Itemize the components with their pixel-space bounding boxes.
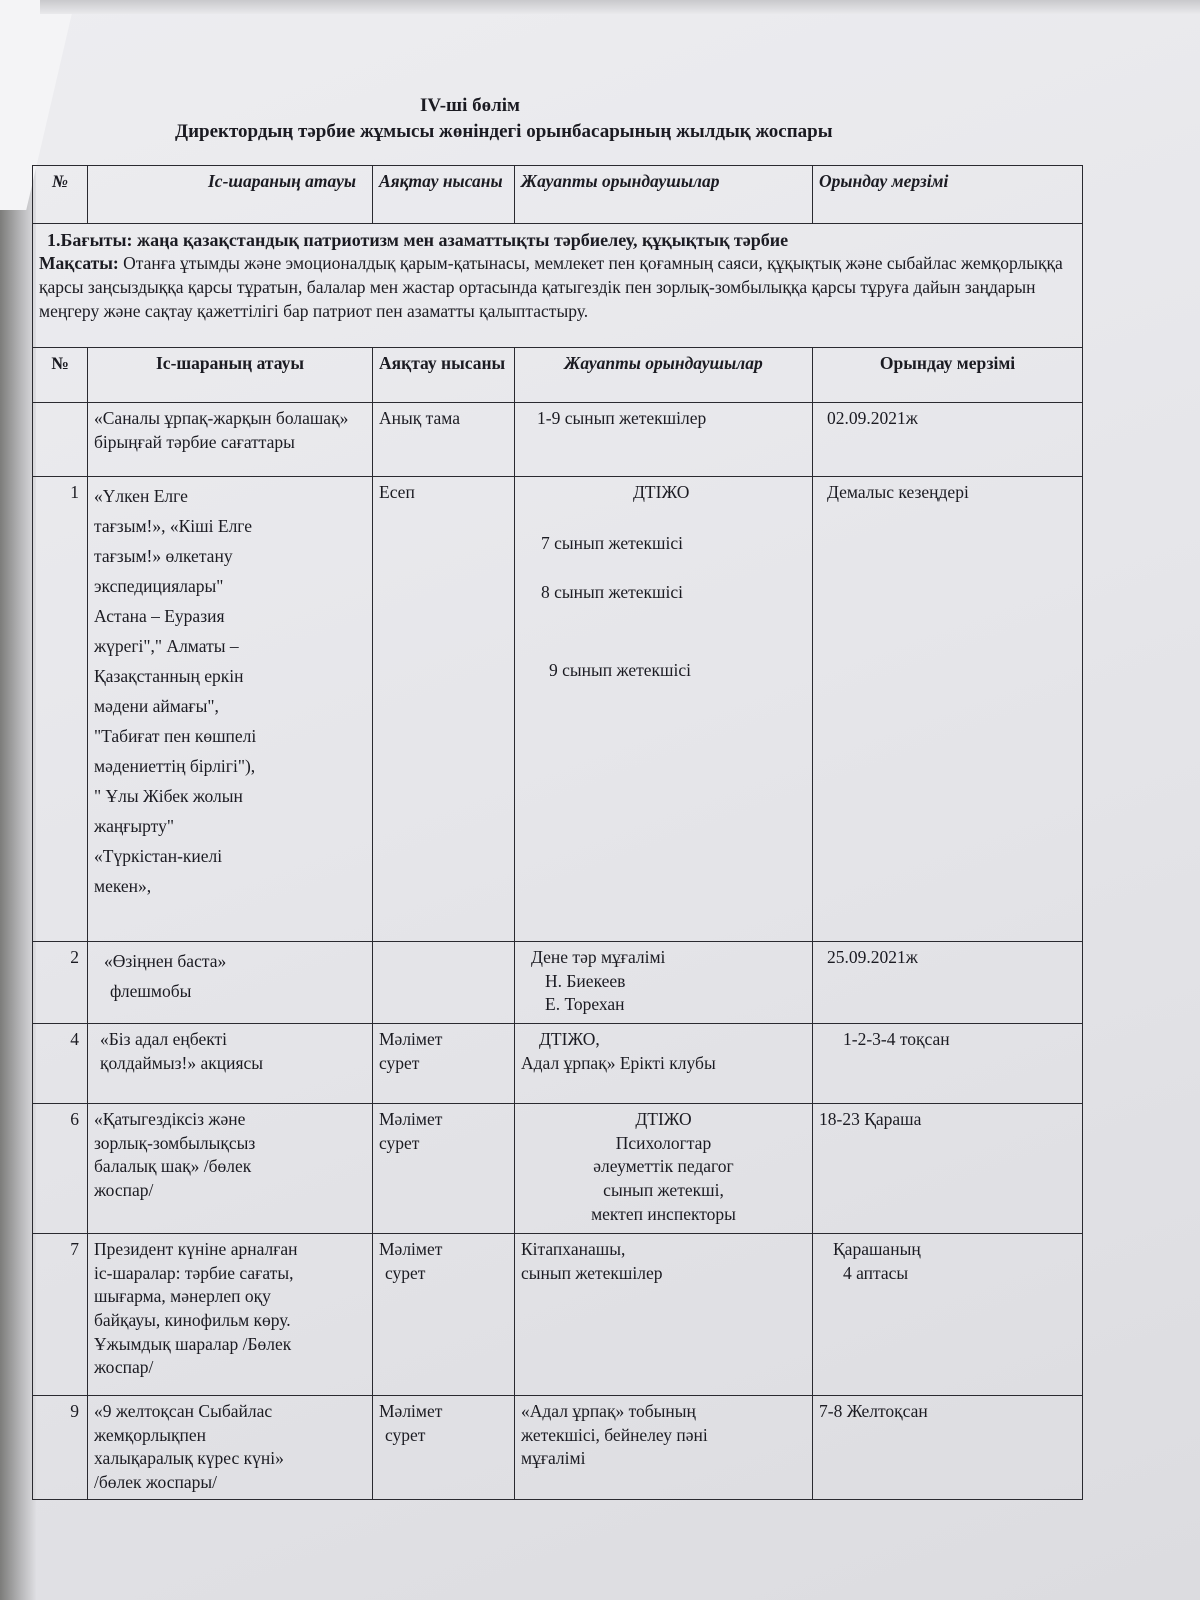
row-deadline: 18-23 Қараша xyxy=(813,1104,1083,1234)
event-line: жемқорлықпен xyxy=(94,1424,206,1445)
event-line: жоспар/ xyxy=(94,1179,154,1200)
table-row xyxy=(33,477,1083,942)
form-line: Мәлімет xyxy=(379,1401,443,1421)
event-line: зорлық-зомбылықсыз xyxy=(94,1132,256,1153)
event-line: мәдени аймағы", xyxy=(94,696,219,716)
goal-aim-text: Отанға ұтымды және эмоционалдық қарым-қатынасы, мемлекет пен қоғамның саяси, құқықтық және сыбайлас жемқорлыққа қарсы заңсыздыққа қарсы тұратын, балалар мен жастар ортасында қатыгездік пен зорлық-зомбылыққа қарсы тұруға дайын заңдарын меңгеру және сақтау қажеттілігі бар патриот пен азаматты қалыптастыру. xyxy=(39,253,1063,321)
row-responsible xyxy=(515,477,813,942)
resp-line: ДТІЖО xyxy=(635,1109,692,1129)
event-line: жүрегі"," Алматы – xyxy=(94,636,239,656)
event-line: қолдаймыз!» акциясы xyxy=(100,1052,264,1073)
row-event xyxy=(88,1234,373,1396)
resp-line: ДТІЖО xyxy=(633,482,690,502)
event-line: «Біз адал еңбекті xyxy=(100,1029,228,1049)
resp-line: мұғалімі xyxy=(521,1448,586,1469)
table-row xyxy=(33,403,1083,477)
resp-line: жетекшісі, бейнелеу пәні xyxy=(521,1424,708,1445)
event-line: «Үлкен Елге xyxy=(94,486,188,506)
event-line: "Табиғат пен көшпелі xyxy=(94,726,257,746)
row-event xyxy=(88,1024,373,1104)
form-line: сурет xyxy=(385,1262,426,1283)
resp-line: мектеп инспекторы xyxy=(591,1203,736,1224)
header2-form: Аяқтау нысаны xyxy=(373,348,515,403)
row-responsible xyxy=(515,1234,813,1396)
event-line: «Түркістан-киелі xyxy=(94,846,223,866)
goal-row xyxy=(33,224,1083,348)
form-line: сурет xyxy=(379,1132,420,1153)
row-form xyxy=(373,403,515,477)
header2-deadline: Орындау мерзімі xyxy=(813,348,1083,403)
resp-line: ДТІЖО, xyxy=(539,1029,600,1049)
table-row xyxy=(33,1396,1083,1500)
resp-line: 1-9 сынып жетекшілер xyxy=(537,408,707,428)
deadline-line: 4 аптасы xyxy=(843,1262,909,1283)
book-spine-shadow xyxy=(0,0,36,1600)
header2-responsible: Жауапты орындаушылар xyxy=(515,348,813,403)
row-event xyxy=(88,1104,373,1234)
row-form xyxy=(373,1104,515,1234)
form-line: Мәлімет xyxy=(379,1239,443,1259)
resp-line: Е. Торехан xyxy=(545,994,625,1015)
event-line: мекен», xyxy=(94,876,152,896)
event-line: экспедициялары" xyxy=(94,576,224,596)
row-num: 1 xyxy=(33,477,88,942)
row-form xyxy=(373,477,515,942)
page-top-edge xyxy=(40,0,1200,14)
event-line: халықаралық күрес күні» xyxy=(94,1448,284,1469)
event-line: Қазақстанның еркін xyxy=(94,666,244,686)
event-line: тағзым!», «Кіші Елге xyxy=(94,516,253,536)
row-deadline: Демалыс кезеңдері xyxy=(813,477,1083,942)
row-num: 9 xyxy=(33,1396,88,1500)
goal-cell xyxy=(33,224,1083,348)
row-event xyxy=(88,942,373,1024)
row-responsible xyxy=(515,942,813,1024)
resp-line: Н. Биекеев xyxy=(545,970,626,991)
table-row xyxy=(33,942,1083,1024)
resp-line: «Адал ұрпақ» тобының xyxy=(521,1401,696,1421)
document-title: Директордың тәрбие жұмысы жөніндегі орынбасарының жылдық жоспары xyxy=(175,121,833,142)
form-line: Есеп xyxy=(379,482,415,502)
event-line: «Өзіңнен баста» xyxy=(104,951,227,971)
resp-line: Дене тәр мұғалімі xyxy=(531,947,666,967)
resp-line: 9 сынып жетекшісі xyxy=(549,659,692,680)
resp-line: әлеуметтік педагог xyxy=(593,1156,734,1177)
resp-line: Кітапханашы, xyxy=(521,1239,626,1259)
row-form xyxy=(373,1234,515,1396)
row-form xyxy=(373,1396,515,1500)
event-line: жаңғырту" xyxy=(94,816,174,836)
row-form xyxy=(373,1024,515,1104)
goal-aim xyxy=(39,252,1076,323)
row-deadline: 7-8 Желтоқсан xyxy=(813,1396,1083,1500)
event-line: флешмобы xyxy=(110,981,192,1001)
row-num: 6 xyxy=(33,1104,88,1234)
row-deadline: 1-2-3-4 тоқсан xyxy=(813,1024,1083,1104)
table-row xyxy=(33,1024,1083,1104)
header-form: Аяқтау нысаны xyxy=(373,166,515,224)
section-label: IV-ші бөлім xyxy=(420,95,520,116)
row-form xyxy=(373,942,515,1024)
table-row xyxy=(33,1104,1083,1234)
event-line: Ұжымдық шаралар /Бөлек xyxy=(94,1333,292,1354)
goal-direction: 1.Бағыты: жаңа қазақстандық патриотизм мен азаматтықты тәрбиелеу, құқықтық тәрбие xyxy=(47,230,789,250)
resp-line: сынып жетекшілер xyxy=(521,1262,663,1283)
event-line: /бөлек жоспары/ xyxy=(94,1471,218,1492)
resp-line: 7 сынып жетекшісі xyxy=(541,532,684,553)
header-num: № xyxy=(33,166,88,224)
event-line: " Ұлы Жібек жолын xyxy=(94,786,243,806)
form-line: сурет xyxy=(379,1052,420,1073)
row-responsible xyxy=(515,1024,813,1104)
event-line: «9 желтоқсан Сыбайлас xyxy=(94,1401,273,1421)
event-line: байқауы, кинофильм көру. xyxy=(94,1309,291,1330)
row-num: 4 xyxy=(33,1024,88,1104)
event-line: балалық шақ» /бөлек xyxy=(94,1156,252,1177)
form-line: Мәлімет xyxy=(379,1029,443,1049)
event-line: «Саналы ұрпақ-жарқын болашақ» бірыңғай тәрбие сағаттары xyxy=(94,408,349,452)
row-event xyxy=(88,403,373,477)
event-line: Президент күніне арналған xyxy=(94,1239,298,1259)
form-line: сурет xyxy=(385,1424,426,1445)
goal-aim-label: Мақсаты: xyxy=(39,253,119,274)
event-line: тағзым!» өлкетану xyxy=(94,546,233,566)
event-line: іс-шаралар: тәрбие сағаты, xyxy=(94,1262,294,1283)
form-line: Мәлімет xyxy=(379,1109,443,1129)
table-header-second xyxy=(33,348,1083,403)
row-deadline: 25.09.2021ж xyxy=(813,942,1083,1024)
event-line: «Қатыгездіксіз және xyxy=(94,1109,246,1129)
event-line: шығарма, мәнерлеп оқу xyxy=(94,1286,271,1307)
row-responsible xyxy=(515,403,813,477)
row-num: 2 xyxy=(33,942,88,1024)
deadline-line: Қарашаның xyxy=(833,1239,921,1259)
event-line: жоспар/ xyxy=(94,1357,154,1378)
row-responsible xyxy=(515,1396,813,1500)
row-num xyxy=(33,403,88,477)
header-responsible: Жауапты орындаушылар xyxy=(515,166,813,224)
row-event xyxy=(88,477,373,942)
header-deadline: Орындау мерзімі xyxy=(813,166,1083,224)
resp-line: 8 сынып жетекшісі xyxy=(541,582,684,603)
row-responsible xyxy=(515,1104,813,1234)
form-line: Анық тама xyxy=(379,408,460,428)
header2-num: № xyxy=(33,348,88,403)
header-event: Іс-шараның атауы xyxy=(88,166,373,224)
resp-line: сынып жетекші, xyxy=(603,1179,724,1200)
resp-line: Адал ұрпақ» Ерікті клубы xyxy=(521,1052,716,1073)
row-deadline: 02.09.2021ж xyxy=(813,403,1083,477)
row-num: 7 xyxy=(33,1234,88,1396)
resp-line: Психологтар xyxy=(615,1132,712,1153)
table-header-top xyxy=(33,166,1083,224)
plan-table xyxy=(32,165,1083,1500)
table-row xyxy=(33,1234,1083,1396)
event-line: Астана – Еуразия xyxy=(94,606,225,626)
header2-event: Іс-шараның атауы xyxy=(88,348,373,403)
event-line: мәдениеттің бірлігі"), xyxy=(94,756,256,776)
row-deadline xyxy=(813,1234,1083,1396)
row-event xyxy=(88,1396,373,1500)
